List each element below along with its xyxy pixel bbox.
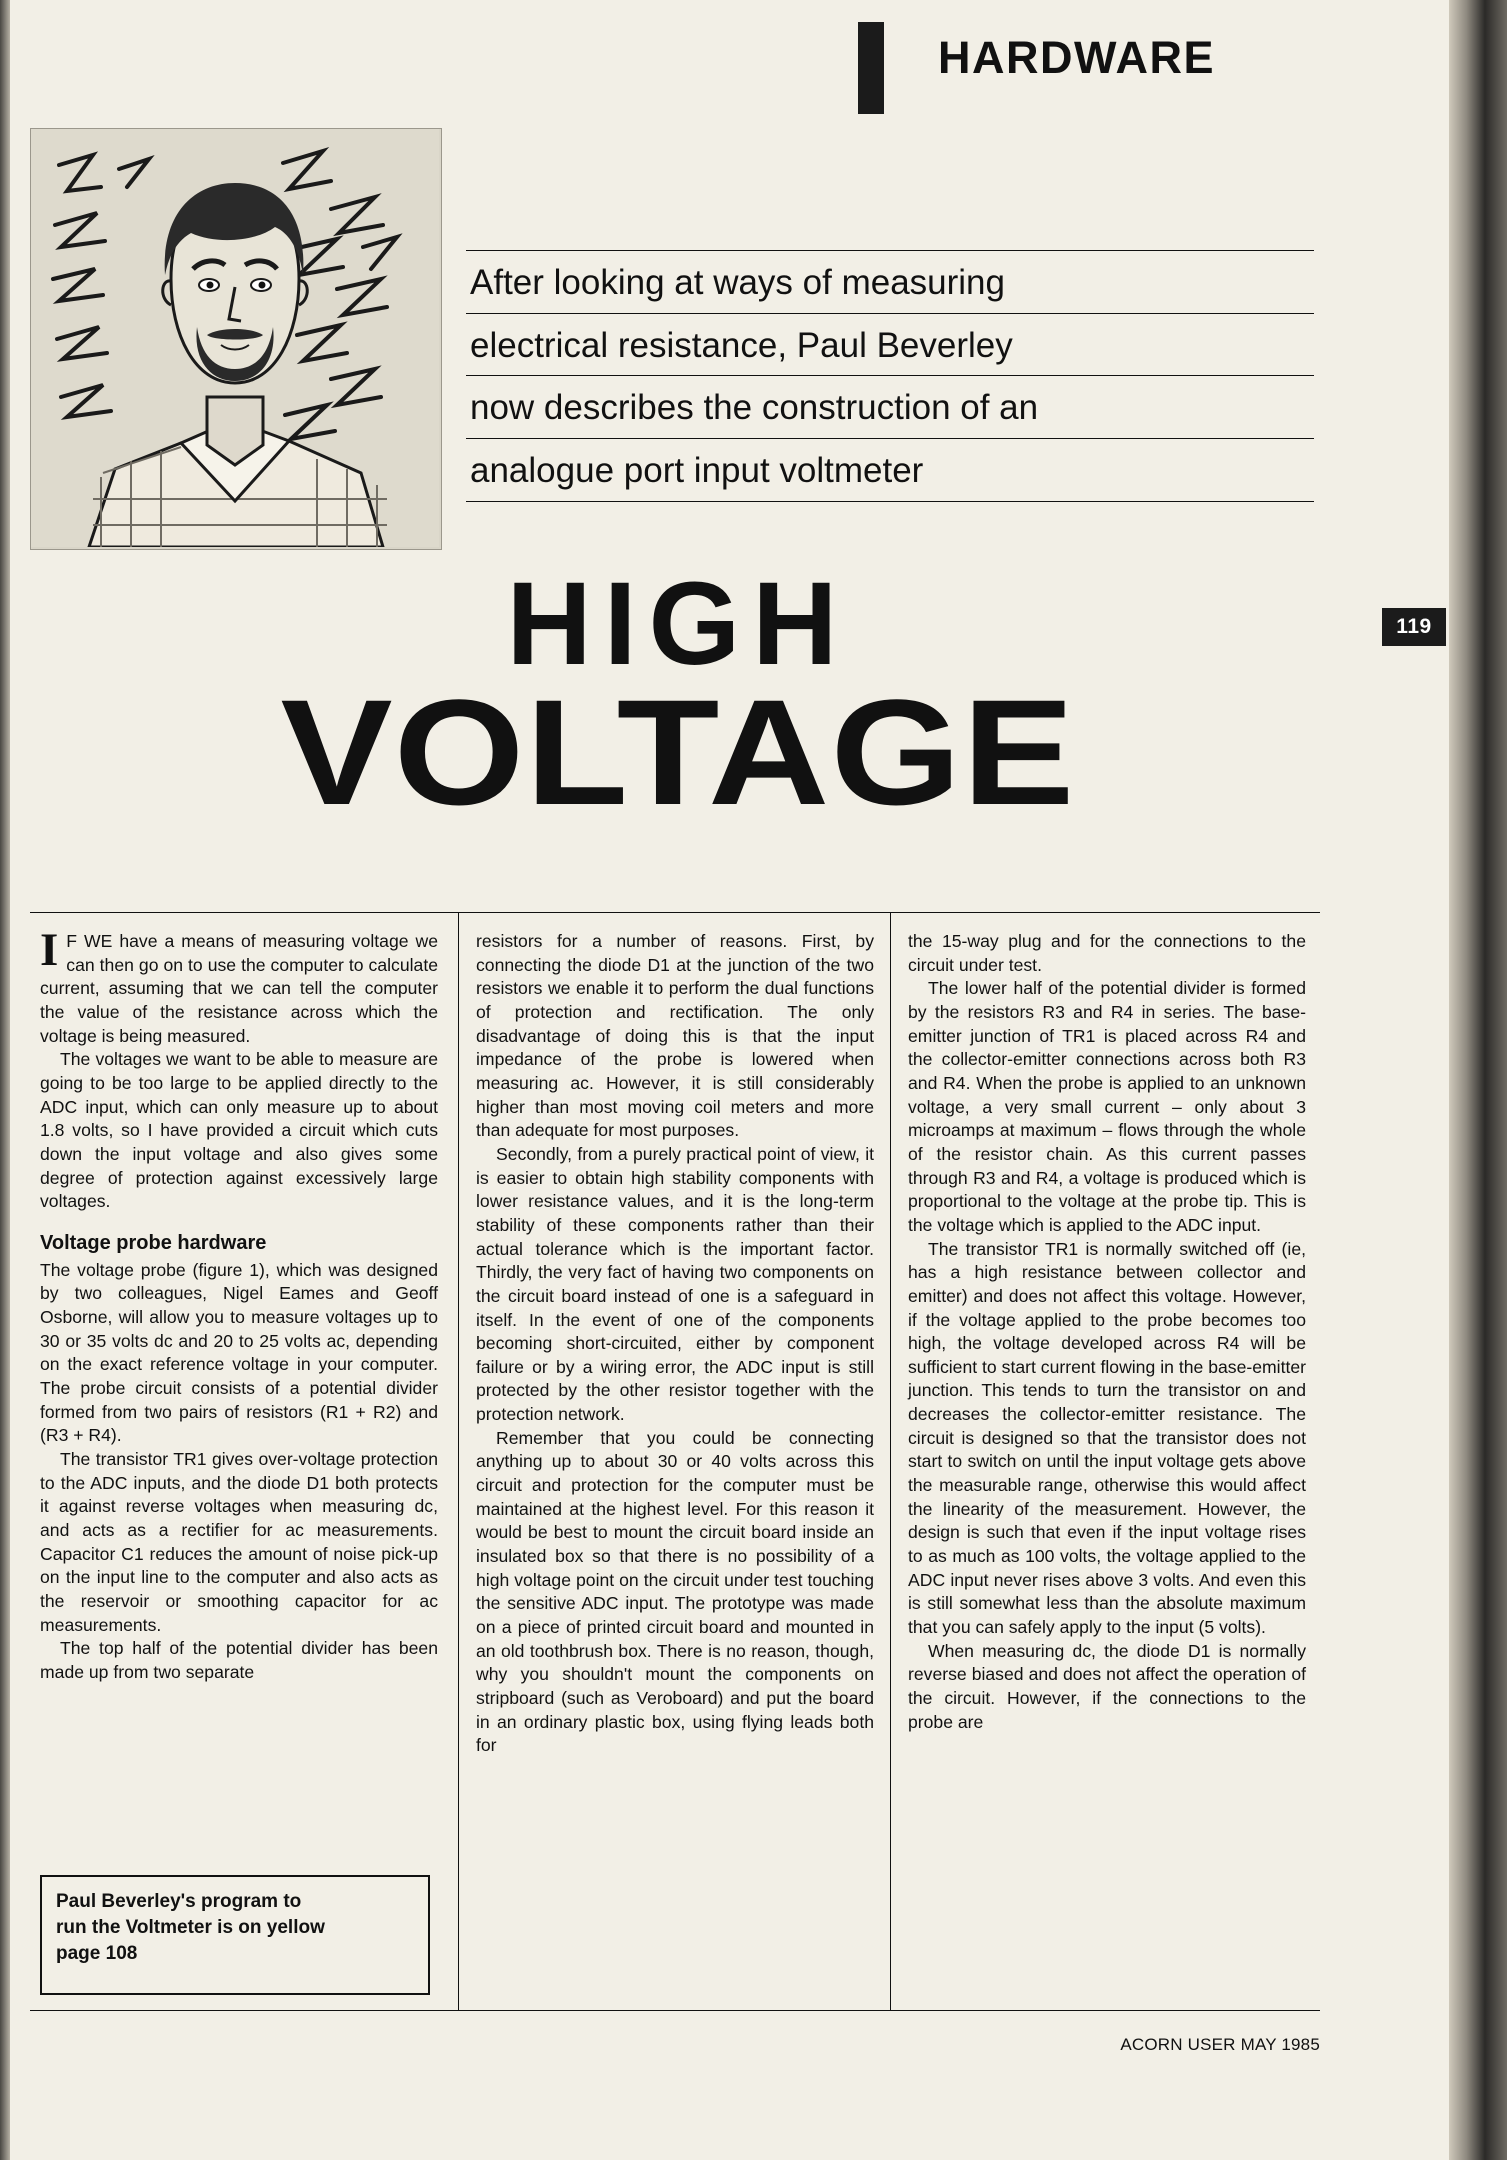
paragraph: The transistor TR1 gives over-voltage protection to the ADC inputs, and the diode D1 both protects it against reverse voltages when measuring dc, and acts as a rectifier for ac measurements. Capacitor C1 reduces the amount of noise pick-up on the input line to the computer and also acts as the reservoir or smoothing capacitor for ac measurements. bbox=[40, 1449, 438, 1635]
cross-reference-box bbox=[40, 1875, 430, 1995]
paragraph: The voltage probe (figure 1), which was designed by two colleagues, Nigel Eames and Geoff Osborne, will allow you to measure voltages up to 30 or 35 volts dc and 20 to 25 volts ac, depending on the exact reference voltage in your computer. The probe circuit consists of a potential divider formed from two pairs of resistors (R1 + R2) and (R3 + R4). bbox=[40, 1259, 438, 1446]
standfirst-line: analogue port input voltmeter bbox=[466, 438, 1314, 502]
column-divider-1 bbox=[458, 912, 459, 2010]
masthead-line-high: HIGH bbox=[506, 558, 850, 690]
portrait-drawing bbox=[31, 129, 439, 547]
paragraph: The transistor TR1 is normally switched off (ie, has a high resistance between collector and emitter) and does not affect this voltage. However, if the voltage applied to the probe becomes too high, the voltage developed across R4 will be sufficient to start current flowing in the base-emitter junction. This tends to turn the transistor on and decreases the collector-emitter resistance. The circuit is designed so that the transistor does not start to switch on until the input voltage gets above the measurable range, otherwise this would affect the linearity of the measurement. However, the design is such that even if the input voltage rises to as much as 100 volts, the voltage applied to the ADC input never rises above 3 volts. And even this is still somewhat less than the absolute maximum that you can safely apply to the input (5 volts). bbox=[908, 1238, 1306, 1638]
paragraph-text: F WE have a means of measuring voltage we can then go on to use the computer to calculate current, assuming that we can tell the computer the value of the resistance across which the voltage is being measured. bbox=[40, 931, 438, 1046]
cross-reference-line: Paul Beverley's program to bbox=[56, 1891, 302, 1912]
paragraph: The lower half of the potential divider is formed by the resistors R3 and R4 in series. The base-emitter junction of TR1 is placed across R4 and the collector-emitter connections across both R3 and R4. When the probe is applied to an unknown voltage, a very small current – only about 3 microamps at maximum – flows through the whole of the resistor chain. As this current passes through R3 and R4, a voltage is produced which is proportional to the voltage at the probe tip. This is the voltage which is applied to the ADC input. bbox=[908, 978, 1306, 1235]
standfirst-line: now describes the construction of an bbox=[466, 375, 1314, 438]
scan-edge-left bbox=[0, 0, 10, 2160]
author-portrait-illustration bbox=[30, 128, 442, 550]
paragraph: Remember that you could be connecting anything up to about 30 or 40 volts across this circuit and protection for the computer must be maintained at the highest level. For this reason it would be best to mount the circuit board inside an insulated box so that there is no possibility of a high voltage point on the circuit under test touching the sensitive ADC input. The prototype was made on a piece of printed circuit board and mounted in an old toothbrush box. There is no reason, though, why you shouldn't mount the components on stripboard (such as Veroboard) and put the board in an ordinary plastic box, using flying leads both for bbox=[476, 1427, 874, 1756]
scan-edge-right bbox=[1449, 0, 1507, 2160]
section-header bbox=[858, 18, 1418, 113]
standfirst-line: After looking at ways of measuring bbox=[466, 250, 1314, 313]
paragraph: The top half of the potential divider has been made up from two separate bbox=[40, 1638, 438, 1682]
paragraph bbox=[40, 924, 438, 1048]
standfirst-line: electrical resistance, Paul Beverley bbox=[466, 313, 1314, 376]
body-rule-top bbox=[30, 912, 1320, 913]
paragraph: the 15-way plug and for the connections to the circuit under test. bbox=[908, 931, 1306, 975]
page-content bbox=[18, 0, 1448, 2160]
drop-cap: I bbox=[40, 924, 59, 976]
body-column-3 bbox=[908, 930, 1306, 1734]
article-masthead bbox=[18, 558, 1338, 836]
body-column-2 bbox=[476, 930, 874, 1758]
body-column-1 bbox=[40, 924, 438, 1685]
page-footer: ACORN USER MAY 1985 bbox=[1120, 2035, 1320, 2054]
page-number-tab: 119 bbox=[1382, 608, 1446, 646]
standfirst bbox=[466, 250, 1314, 502]
paragraph: The voltages we want to be able to measure are going to be too large to be applied directly to the ADC input, which can only measure up to about 1.8 volts, so I have provided a circuit which cuts down the input voltage and also gives some degree of protection against excessively large voltages. bbox=[40, 1049, 438, 1212]
paragraph: resistors for a number of reasons. First, by connecting the diode D1 at the junction of the two resistors we enable it to perform the dual functions of protection and rectification. The only disadvantage of doing this is that the input impedance of the probe is lowered when measuring ac. However, it is still considerably higher than most moving coil meters and more than adequate for most purposes. bbox=[476, 931, 874, 1141]
subheading-voltage-probe-hardware: Voltage probe hardware bbox=[40, 1231, 267, 1254]
cross-reference-line: page 108 bbox=[56, 1943, 138, 1965]
paragraph: When measuring dc, the diode D1 is normally reverse biased and does not affect the operation of the circuit. However, if the connections to the probe are bbox=[908, 1640, 1306, 1732]
paragraph: Secondly, from a purely practical point of view, it is easier to obtain high stability components with lower resistance values, and it is the long-term stability of these components rather than their actual tolerance which is the important factor. Thirdly, the very fact of having two components on the circuit board instead of one is a safeguard in itself. In the event of one of the components becoming short-circuited, either by component failure or by a wiring error, the ADC input is still protected by the other resistor together with the protection network. bbox=[476, 1143, 874, 1425]
masthead-line-voltage: VOLTAGE bbox=[280, 668, 1076, 836]
section-title: HARDWARE bbox=[938, 32, 1215, 83]
cross-reference-line: run the Voltmeter is on yellow bbox=[56, 1917, 325, 1939]
column-divider-2 bbox=[890, 912, 891, 2010]
header-bar-decoration bbox=[858, 22, 884, 114]
body-rule-bottom bbox=[30, 2010, 1320, 2011]
